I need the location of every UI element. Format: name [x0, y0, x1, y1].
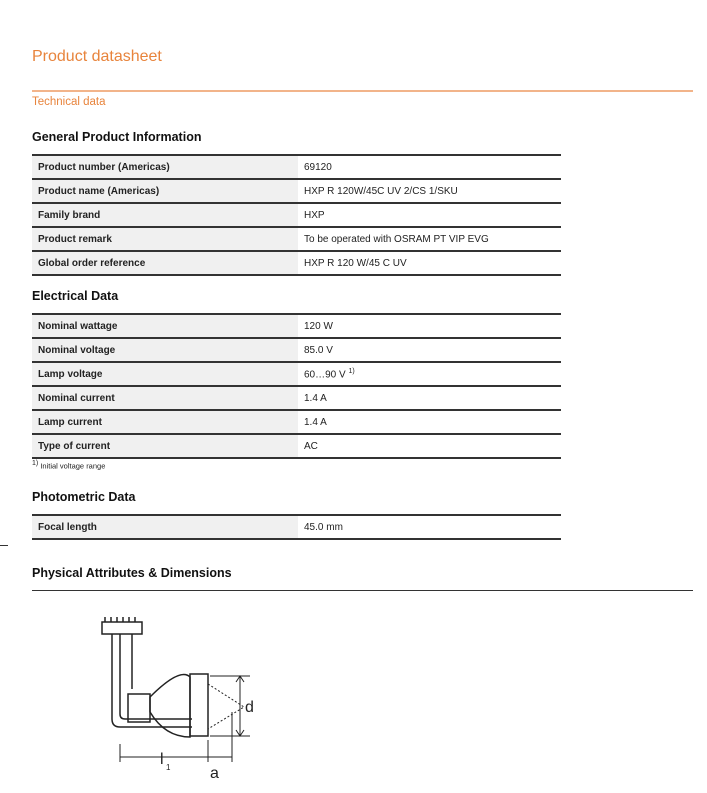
- row-label: Lamp current: [32, 410, 298, 434]
- table-row: [32, 386, 561, 410]
- table-row: [32, 362, 561, 386]
- row-label: Global order reference: [32, 251, 298, 275]
- section-subtitle: Technical data: [32, 96, 106, 108]
- row-label: Focal length: [32, 515, 298, 539]
- dim-l1-label: l: [160, 751, 164, 768]
- table-row: [32, 314, 561, 338]
- row-value: 45.0 mm: [298, 515, 561, 539]
- electrical-heading: Electrical Data: [32, 289, 119, 303]
- general-table: [32, 154, 561, 276]
- lamp-dimension-drawing: [90, 612, 270, 792]
- photometric-heading: Photometric Data: [32, 490, 136, 504]
- table-row: [32, 227, 561, 251]
- row-value: AC: [298, 434, 561, 458]
- value-text: 60…90 V: [304, 369, 346, 381]
- table-row: [32, 203, 561, 227]
- dim-a-label: a: [210, 765, 219, 782]
- row-value: 1.4 A: [298, 386, 561, 410]
- row-value: 85.0 V: [298, 338, 561, 362]
- table-row: [32, 338, 561, 362]
- row-label: Lamp voltage: [32, 362, 298, 386]
- divider: [32, 590, 693, 591]
- physical-heading: Physical Attributes & Dimensions: [32, 566, 232, 580]
- table-row: [32, 155, 561, 179]
- row-label: Product name (Americas): [32, 179, 298, 203]
- row-value: HXP: [298, 203, 561, 227]
- divider: [32, 90, 693, 92]
- footnote-ref: 1): [348, 367, 355, 375]
- photometric-table: [32, 514, 561, 540]
- margin-mark: [0, 545, 8, 546]
- footnote: [32, 460, 105, 471]
- dim-l1-subscript: 1: [166, 763, 171, 772]
- row-value: [298, 362, 561, 386]
- row-value: To be operated with OSRAM PT VIP EVG: [298, 227, 561, 251]
- row-label: Family brand: [32, 203, 298, 227]
- general-heading: General Product Information: [32, 130, 202, 144]
- row-value: HXP R 120W/45C UV 2/CS 1/SKU: [298, 179, 561, 203]
- row-label: Product number (Americas): [32, 155, 298, 179]
- table-row: [32, 251, 561, 275]
- row-label: Product remark: [32, 227, 298, 251]
- table-row: [32, 515, 561, 539]
- page-title: Product datasheet: [32, 48, 162, 65]
- row-label: Nominal wattage: [32, 314, 298, 338]
- row-label: Nominal current: [32, 386, 298, 410]
- table-row: [32, 179, 561, 203]
- dim-d-label: d: [245, 699, 254, 716]
- row-value: 1.4 A: [298, 410, 561, 434]
- row-label: Type of current: [32, 434, 298, 458]
- row-value: HXP R 120 W/45 C UV: [298, 251, 561, 275]
- row-value: 69120: [298, 155, 561, 179]
- row-label: Nominal voltage: [32, 338, 298, 362]
- footnote-text: Initial voltage range: [40, 461, 106, 471]
- footnote-mark: 1): [32, 460, 39, 467]
- electrical-table: [32, 313, 561, 459]
- row-value: 120 W: [298, 314, 561, 338]
- table-row: [32, 410, 561, 434]
- table-row: [32, 434, 561, 458]
